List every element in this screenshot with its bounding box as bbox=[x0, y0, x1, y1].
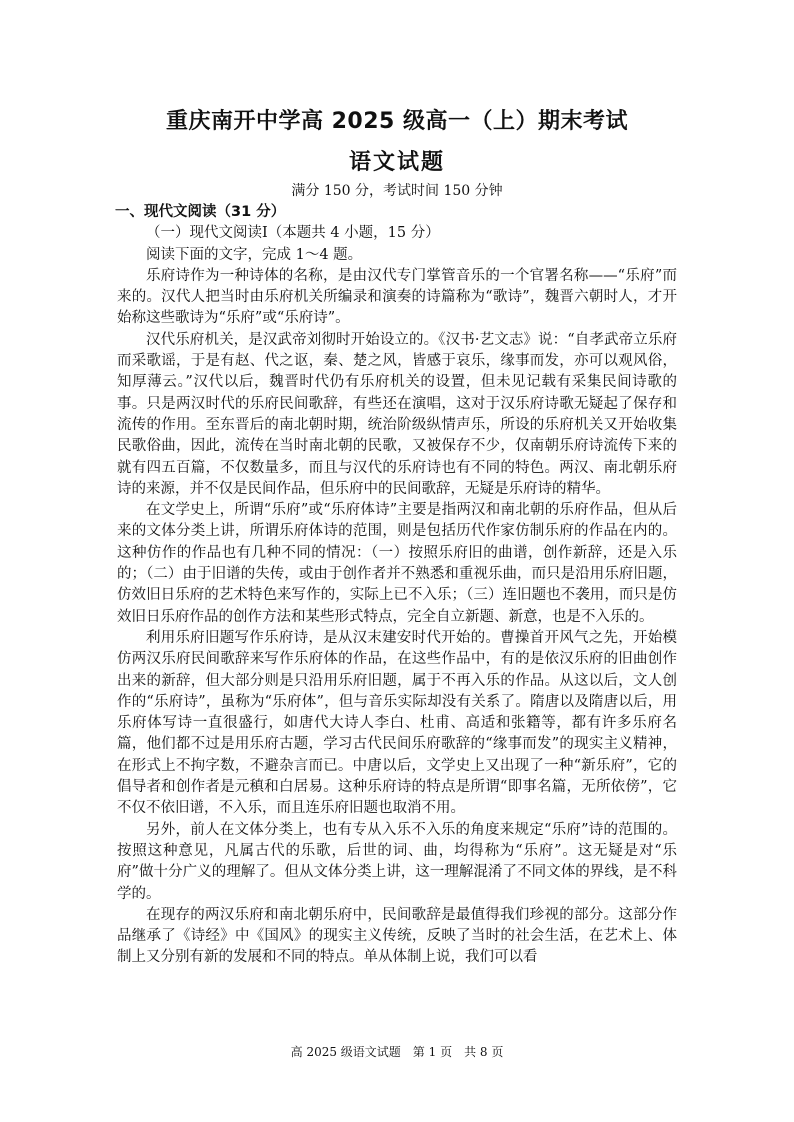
exam-title: 重庆南开中学高 2025 级高一（上）期末考试 bbox=[165, 109, 629, 134]
passage-paragraph: 在现存的两汉乐府和南北朝乐府中，民间歌辞是最值得我们珍视的部分。这部分作品继承了《诗经》中《国风》的现实主义传统，反映了当时的社会生活，在艺术上、体制上又分别有新的发展和不同的特点。单从体制上说，我们可以看 bbox=[117, 906, 677, 966]
section-subheading: （一）现代文阅读Ⅰ（本题共 4 小题，15 分） bbox=[146, 225, 440, 242]
passage-paragraph: 利用乐府旧题写作乐府诗，是从汉末建安时代开始的。曹操首开风气之先，开始模仿两汉乐府民间歌辞来写作乐府体的作品，在这些作品中，有的是依汉乐府的旧曲创作出来的新辞，但大部分则是只沿用乐府旧题，属于不再入乐的作品。从这以后，文人创作的“乐府诗”，虽称为“乐府体”，但与音乐实际却没有关系了。隋唐以及隋唐以后，用乐府体写诗一直很盛行，如唐代大诗人李白、杜甫、高适和张籍等，都有许多乐府名篇，他们都不过是用乐府古题，学习古代民间乐府歌辞的“缘事而发”的现实主义精神，在形式上不拘字数，不避杂言而已。中唐以后，文学史上又出现了一种“新乐府”，它的倡导者和创作者是元稹和白居易。这种乐府诗的特点是所谓“即事名篇，无所依傍”，它不仅不依旧谱，不入乐，而且连乐府旧题也取消不用。 bbox=[117, 629, 677, 817]
reading-section bbox=[117, 202, 677, 969]
passage-paragraph: 另外，前人在文体分类上，也有专从入乐不入乐的角度来规定“乐府”诗的范围的。按照这种意见，凡属古代的乐歌，后世的词、曲，均得称为“乐府”。这无疑是对“乐府”做十分广义的理解了。但从文体分类上讲，这一理解混淆了不同文体的界线，是不科学的。 bbox=[117, 821, 677, 902]
exam-subtitle: 语文试题 bbox=[348, 150, 445, 175]
page-footer: 高 2025 级语文试题 第 1 页 共 8 页 bbox=[290, 1045, 504, 1059]
section-heading: 一、现代文阅读（31 分） bbox=[115, 204, 286, 220]
passage-paragraph: 汉代乐府机关，是汉武帝刘彻时开始设立的。《汉书·艺文志》说：“自孝武帝立乐府而采歌谣，于是有赵、代之讴，秦、楚之风，皆感于哀乐，缘事而发，亦可以观风俗，知厚薄云。”汉代以后，魏晋时代仍有乐府机关的设置，但未见记载有采集民间诗歌的事。只是两汉时代的乐府民间歌辞，有些还在演唱，这对于汉乐府诗歌无疑起了保存和流传的作用。至东晋后的南北朝时期，统治阶级纵情声乐，所设的乐府机关又开始收集民歌俗曲，因此，流传在当时南北朝的民歌，又被保存不少，仅南朝乐府诗流传下来的就有四五百篇，不仅数量多，而且与汉代的乐府诗也有不同的特色。两汉、南北朝乐府诗的来源，并不仅是民间作品，但乐府中的民间歌辞，无疑是乐府诗的精华。 bbox=[117, 331, 677, 497]
passage-paragraph: 在文学史上，所谓“乐府”或“乐府体诗”主要是指两汉和南北朝的乐府作品，但从后来的文体分类上讲，所谓乐府体诗的范围，则是包括历代作家仿制乐府的作品在内的。这种仿作的作品也有几种不同的情况：（一）按照乐府旧的曲谱，创作新辞，还是入乐的；（二）由于旧谱的失传，或由于创作者并不熟悉和重视乐曲，而只是沿用乐府旧题，仿效旧日乐府的艺术特色来写作的，实际上已不入乐；（三）连旧题也不袭用，而只是仿效旧日乐府作品的创作方法和某些形式特点，完全自立新题、新意，也是不入乐的。 bbox=[117, 502, 677, 625]
passage-paragraph: 乐府诗作为一种诗体的名称，是由汉代专门掌管音乐的一个官署名称——“乐府”而来的。汉代人把当时由乐府机关所编录和演奏的诗篇称为“歌诗”，魏晋六朝时人，才开始称这些歌诗为“乐府”或“乐府诗”。 bbox=[117, 267, 677, 327]
exam-info: 满分 150 分，考试时间 150 分钟 bbox=[291, 183, 503, 199]
reading-instruction: 阅读下面的文字，完成 1～4 题。 bbox=[146, 246, 363, 263]
